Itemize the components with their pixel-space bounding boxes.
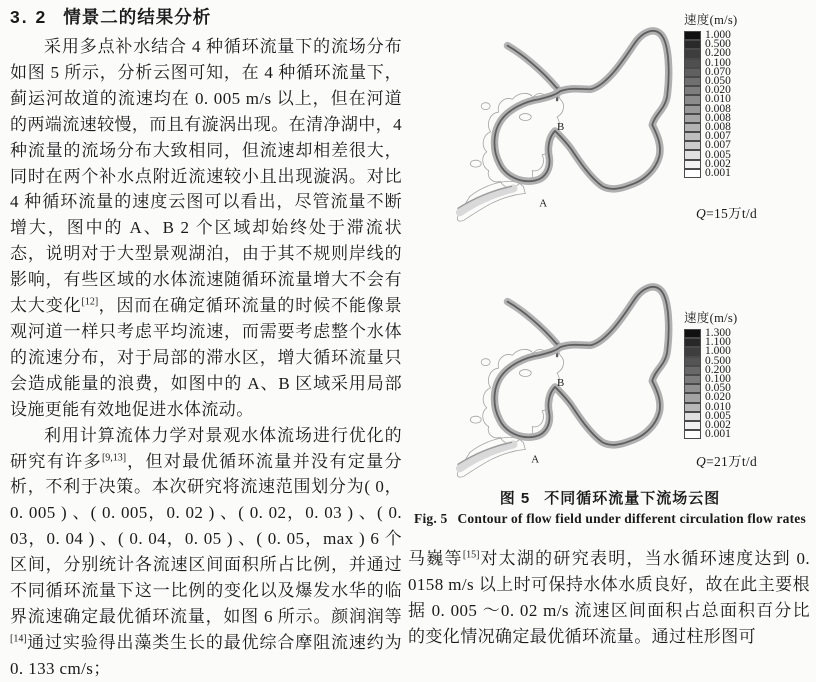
region-label-b: B	[557, 120, 565, 133]
legend-value: 0.200	[705, 363, 731, 376]
legend-title: 速度(m/s)	[684, 311, 738, 325]
legend-color-swatch	[684, 40, 701, 49]
legend-value: 0.200	[705, 47, 731, 60]
legend-color-swatch	[684, 59, 701, 68]
legend-color-swatch	[684, 114, 701, 123]
q-value: =15万t/d	[706, 206, 758, 221]
legend-color-swatch	[684, 160, 701, 169]
legend-value: 0.001	[705, 166, 731, 179]
figure-q21	[408, 256, 812, 488]
right-column-paragraph	[408, 546, 810, 650]
legend-value: 0.002	[705, 418, 731, 431]
legend-value: 0.008	[705, 111, 731, 124]
legend-color-swatch	[684, 123, 701, 132]
legend-color-swatch	[684, 347, 701, 356]
legend-value: 0.005	[705, 148, 731, 161]
caption-number: 图 5	[499, 490, 531, 507]
legend-color-swatch	[684, 421, 701, 430]
legend-scale	[684, 329, 738, 439]
legend-value: 1.000	[705, 345, 731, 358]
paragraph-text: 采用多点补水结合 4 种循环流量下的流场分布如图 5 所示，分析云图可知，在 4 种循环流量下，蓟运河故道的流速均在 0. 005 m/s 以上，但在河道的两端流速较慢，而且有漩涡出现。在清净湖中，4 种流量的流场分布大致相同，但流速却相差很大，同时在两个补水点附近流速较小且出现漩涡。对比 4 种循环流量的速度云图可以看出，尽管流量不断增大，图中的 A、B 2 个区域却始终处于滞流状态，说明对于大型景观湖泊，由于其不规则岸线的影响，有些区域的水体流速随循环流量增大不会有太大变化	[10, 37, 402, 316]
paragraph-3	[408, 546, 810, 650]
figure-q15	[408, 0, 812, 256]
legend-color-swatch	[684, 357, 701, 366]
caption-number: Fig. 5	[414, 511, 448, 526]
legend-value: 0.020	[705, 84, 731, 97]
legend-value: 0.010	[705, 400, 731, 413]
legend-color-swatch	[684, 77, 701, 86]
legend-row	[684, 166, 738, 179]
legend-value: 0.100	[705, 373, 731, 386]
q-symbol: Q	[696, 206, 707, 221]
legend-value: 0.007	[705, 130, 731, 143]
legend-value: 0.050	[705, 75, 731, 88]
legend-color-swatch	[684, 375, 701, 384]
q-symbol: Q	[696, 454, 707, 469]
legend-color-swatch	[684, 132, 701, 141]
flow-contour-plot-q21	[446, 258, 684, 500]
legend-value: 1.100	[705, 336, 731, 349]
legend-color-swatch	[684, 384, 701, 393]
legend-value: 0.002	[705, 157, 731, 170]
legend-color-swatch	[684, 329, 701, 338]
paragraph-text: 利用计算流体力学对景观水体流场进行优化的研究有许多	[10, 425, 402, 471]
right-column	[408, 0, 812, 662]
region-label-b: B	[557, 376, 565, 389]
paragraph-text: 对太湖的研究表明，当水循环速度达到 0. 0158 m/s 以上时可保持水体水质良好，故在此主要根据 0. 005 ～0. 02 m/s 流速区间面积占总面积百分比的变化情况确定最优循环流量。通过柱形图可	[408, 549, 811, 646]
legend-value: 0.500	[705, 38, 731, 51]
section-title: 情景二的结果分析	[63, 7, 212, 27]
legend-color-swatch	[684, 412, 701, 421]
section-number: 3. 2	[10, 7, 48, 27]
legend-color-swatch	[684, 366, 701, 375]
legend-value: 0.001	[705, 428, 731, 441]
figure-caption-en	[408, 511, 812, 527]
legend-value: 0.500	[705, 354, 731, 367]
region-label-a: A	[531, 453, 540, 466]
citation-14: [14]	[10, 633, 27, 645]
legend-value: 0.100	[705, 56, 731, 69]
legend-color-swatch	[684, 338, 701, 347]
legend-color-swatch	[684, 169, 701, 178]
velocity-legend-q15	[684, 10, 738, 178]
left-column	[10, 4, 402, 682]
legend-color-swatch	[684, 105, 701, 114]
flow-rate-label-q15	[696, 202, 757, 222]
legend-color-swatch	[684, 141, 701, 150]
paragraph-2	[10, 423, 402, 682]
legend-color-swatch	[684, 403, 701, 412]
legend-color-swatch	[684, 49, 701, 58]
legend-value: 1.000	[705, 29, 731, 42]
figure-caption-zh	[408, 487, 812, 508]
legend-color-swatch	[684, 95, 701, 104]
caption-text: 不同循环流量下流场云图	[544, 490, 721, 507]
legend-value: 0.005	[705, 409, 731, 422]
flow-rate-label-q21	[696, 450, 757, 470]
legend-row	[684, 430, 738, 439]
legend-value: 0.007	[705, 139, 731, 152]
legend-value: 0.008	[705, 120, 731, 133]
paragraph-text: 马巍等	[408, 549, 463, 568]
legend-color-swatch	[684, 393, 701, 402]
legend-color-swatch	[684, 31, 701, 40]
legend-title: 速度(m/s)	[684, 13, 738, 27]
paragraph-text: ，因而在确定循环流量的时候不能像景观河道一样只考虑平均流速，而需要考虑整个水体的流速分布，对于局部的滞水区，增大循环流量只会造成能量的浪费，如图中的 A、B 区域采用局部设施更能有效地促进水体流动。	[10, 296, 402, 419]
legend-value: 0.008	[705, 102, 731, 115]
section-heading	[10, 4, 402, 31]
legend-color-swatch	[684, 430, 701, 439]
caption-text: Contour of flow field under different circulation flow rates	[457, 511, 806, 526]
legend-color-swatch	[684, 68, 701, 77]
legend-value: 1.300	[705, 327, 731, 340]
legend-value: 0.020	[705, 391, 731, 404]
flow-contour-plot-q15	[446, 2, 684, 244]
region-label-a: A	[539, 197, 548, 210]
legend-value: 0.010	[705, 93, 731, 106]
q-value: =21万t/d	[706, 454, 758, 469]
citation-15: [15]	[462, 549, 480, 561]
citation-9-13: [9,13]	[101, 451, 127, 463]
paragraph-text: ，但对最优循环流量并没有定量分析，不利于决策。本次研究将流速范围划分为( 0，0. 005 ) 、( 0. 005，0. 02 ) 、( 0. 02，0. 03 ) 、( 0. 03，0. 04 ) 、( 0. 04，0. 05 ) 、( 0. 05，max ) 6 个区间，分别统计各流速区间面积所占比例，并通过不同循环流量下这一比例的变化以及爆发水华的临界流速确定最优循环流量，如图 6 所示。颜润润等	[10, 451, 403, 626]
legend-value: 0.070	[705, 65, 731, 78]
legend-value: 0.050	[705, 382, 731, 395]
paragraph-text: 通过实验得出藻类生长的最优综合摩阻流速约为 0. 133 cm/s；	[10, 632, 402, 678]
legend-color-swatch	[684, 86, 701, 95]
legend-scale	[684, 31, 738, 178]
legend-color-swatch	[684, 150, 701, 159]
paragraph-1	[10, 34, 402, 423]
citation-12: [12]	[81, 296, 99, 308]
velocity-legend-q21	[684, 308, 738, 439]
